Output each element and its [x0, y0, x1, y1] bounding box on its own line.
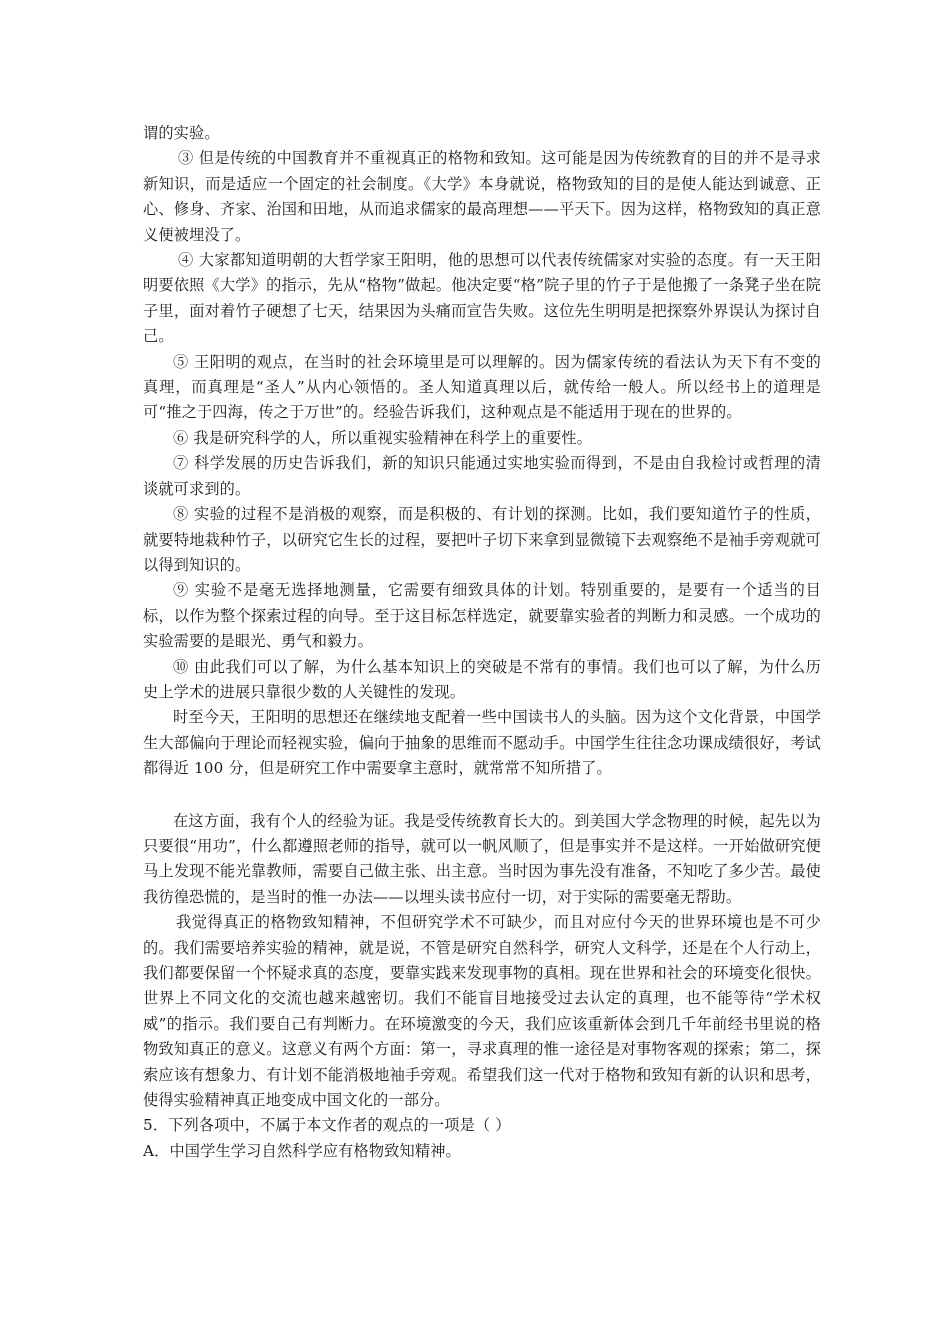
paragraph-11: 时至今天，王阳明的思想还在继续地支配着一些中国读书人的头脑。因为这个文化背景，中国学生大部偏向于理论而轻视实验，偏向于抽象的思维而不愿动手。中国学生往往念功课成绩很好，考试都得近 100 分，但是研究工作中需要拿主意时，就常常不知所措了。 [143, 708, 821, 778]
paragraph-10: ⑩ 由此我们可以了解，为什么基本知识上的突破是不常有的事情。我们也可以了解，为什么历史上学术的进展只靠很少数的人关键性的发现。 [143, 657, 821, 701]
question-option-a: A．中国学生学习自然科学应有格物致知精神。 [143, 1141, 461, 1160]
question-stem: 5．下列各项中，不属于本文作者的观点的一项是（ ） [143, 1116, 511, 1135]
paragraph-gap [143, 782, 821, 809]
paragraph-8: ⑧ 实验的过程不是消极的观察，而是积极的、有计划的探测。比如，我们要知道竹子的性质，就要特地栽种竹子，以研究它生长的过程，要把叶子切下来拿到显微镜下去观察绝不是袖手旁观就可以得到知识的。 [143, 505, 821, 574]
paragraph-6: ⑥ 我是研究科学的人，所以重视实验精神在科学上的重要性。 [173, 428, 593, 447]
paragraph-7: ⑦ 科学发展的历史告诉我们，新的知识只能通过实地实验而得到，不是由自我检讨或哲理的清谈就可求到的。 [143, 454, 821, 498]
paragraph-9: ⑨ 实验不是毫无选择地测量，它需要有细致具体的计划。特别重要的，是要有一个适当的目标，以作为整个探索过程的向导。至于这目标怎样选定，就要靠实验者的判断力和灵感。一个成功的实验需要的是眼光、勇气和毅力。 [143, 581, 821, 651]
paragraph-12: 在这方面，我有个人的经验为证。我是受传统教育长大的。到美国大学念物理的时候，起先以为只要很“用功”，什么都遵照老师的指导，就可以一帆风顺了，但是事实并不是这样。一开始做研究便马上发现不能光靠教师，需要自己做主张、出主意。当时因为事先没有准备，不知吃了多少苦。最使我彷徨恐慌的，是当时的惟一办法——以埋头读书应付一切，对于实际的需要毫无帮助。 [143, 811, 821, 906]
paragraph-4: ④ 大家都知道明朝的大哲学家王阳明，他的思想可以代表传统儒家对实验的态度。有一天王阳明要依照《大学》的指示，先从“格物”做起。他决定要“格”院子里的竹子于是他搬了一条凳子坐在院子里，面对着竹子硬想了七天，结果因为头痛而宣告失败。这位先生明明是把探察外界误认为探讨自己。 [143, 251, 821, 346]
paragraph-5: ⑤ 王阳明的观点，在当时的社会环境里是可以理解的。因为儒家传统的看法认为天下有不变的真理，而真理是“圣人”从内心领悟的。圣人知道真理以后，就传给一般人。所以经书上的道理是可“推之于四海，传之于万世”的。经验告诉我们，这种观点是不能适用于现在的世界的。 [143, 352, 821, 422]
article-body [143, 121, 821, 1164]
paragraph-continuation: 谓的实验。 [143, 124, 220, 142]
paragraph-3: ③ 但是传统的中国教育并不重视真正的格物和致知。这可能是因为传统教育的目的并不是寻求新知识，而是适应一个固定的社会制度。《大学》本身就说，格物致知的目的是使人能达到诚意、正心、修身、齐家、治国和田地，从而追求儒家的最高理想——平天下。因为这样，格物致知的真正意义便被埋没了。 [143, 149, 821, 244]
paragraph-13: 我觉得真正的格物致知精神，不但研究学术不可缺少，而且对应付今天的世界环境也是不可少的。我们需要培养实验的精神，就是说，不管是研究自然科学，研究人文科学，还是在个人行动上，我们都要保留一个怀疑求真的态度，要靠实践来发现事物的真相。现在世界和社会的环境变化很快。世界上不同文化的交流也越来越密切。我们不能盲目地接受过去认定的真理，也不能等待“学术权威”的指示。我们要自己有判断力。在环境激变的今天，我们应该重新体会到几千年前经书里说的格物致知真正的意义。这意义有两个方面：第一，寻求真理的惟一途径是对事物客观的探索；第二，探索应该有想象力、有计划不能消极地袖手旁观。希望我们这一代对于格物和致知有新的认识和思考，使得实验精神真正地变成中国文化的一部分。 [143, 913, 821, 1110]
